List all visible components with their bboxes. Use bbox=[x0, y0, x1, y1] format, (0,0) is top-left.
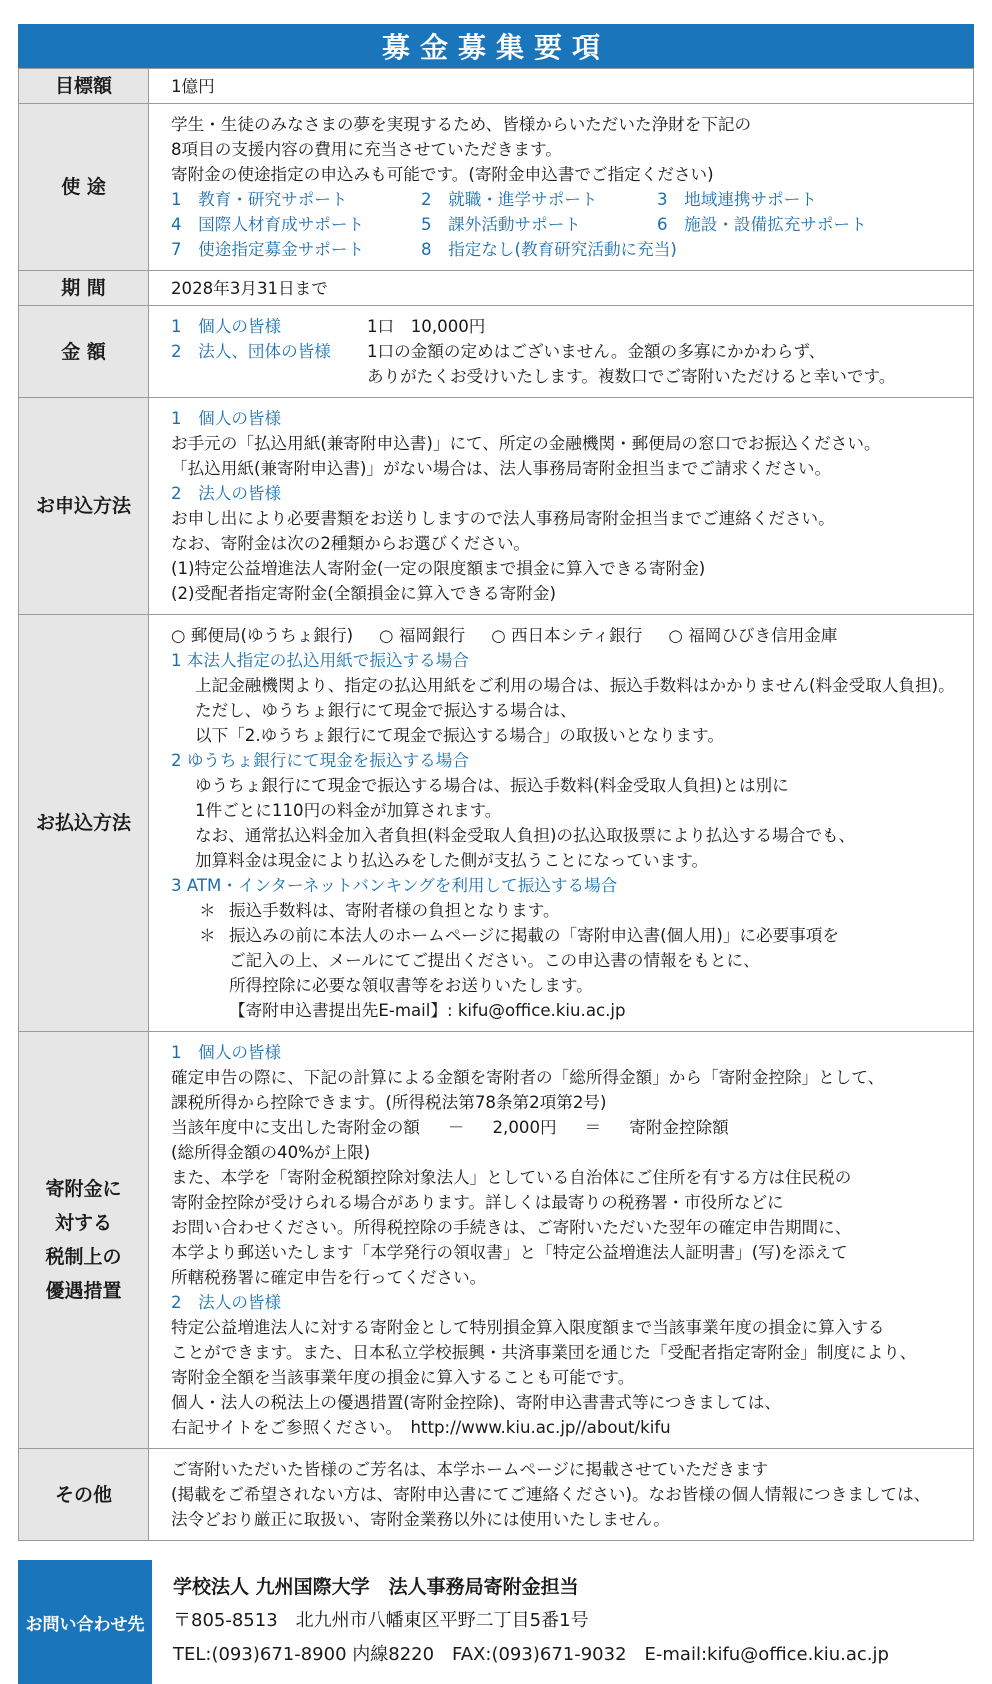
usage-item: 7 使途指定募金サポート bbox=[171, 240, 365, 259]
amount-corporate-line: ありがたくお受けいたします。複数口でご寄附いただけると幸いです。 bbox=[367, 367, 896, 386]
row-payment bbox=[19, 615, 974, 1032]
application-text: お手元の「払込用紙(兼寄附申込書)」にて、所定の金融機関・郵便局の窓口でお振込ください。 bbox=[171, 434, 881, 453]
row-period bbox=[19, 271, 974, 306]
guideline-table bbox=[18, 68, 974, 1541]
contact-organization: 学校法人 九州国際大学 法人事務局寄附金担当 bbox=[173, 1576, 579, 1598]
tax-reference-link[interactable]: 右記サイトをご参照ください。 http://www.kiu.ac.jp//about/kifu bbox=[171, 1418, 671, 1437]
payment-text: 加算料金は現金により払込みをした側が支払うことになっています。 bbox=[195, 851, 709, 870]
other-text: (掲載をご希望されない方は、寄附申込書にてご連絡ください)。なお皆様の個人情報につきましては、 bbox=[171, 1485, 931, 1504]
tax-heading: 2 法人の皆様 bbox=[171, 1293, 282, 1312]
label-tax: 寄附金に 対する 税制上の 優遇措置 bbox=[19, 1032, 149, 1449]
usage-item: 2 就職・進学サポート bbox=[421, 190, 598, 209]
usage-item: 8 指定なし(教育研究活動に充当) bbox=[421, 240, 677, 259]
tax-text: お問い合わせください。所得税控除の手続きは、ご寄附いただいた翌年の確定申告期間に、 bbox=[171, 1218, 852, 1237]
amount-individual-value: 1口 10,000円 bbox=[367, 317, 486, 336]
application-text: お申し出により必要書類をお送りしますので法人事務局寄附金担当までご連絡ください。 bbox=[171, 509, 835, 528]
payment-text: 以下「2.ゆうちょ銀行にて現金で振込する場合」の取扱いとなります。 bbox=[195, 726, 724, 745]
payment-text: 上記金融機関より、指定の払込用紙をご利用の場合は、振込手数料はかかりません(料金受取人負担)。 bbox=[195, 676, 955, 695]
payment-note-text: ご記入の上、メールにてご提出ください。この申込書の情報をもとに、 bbox=[229, 951, 760, 970]
tax-text: 本学より郵送いたします「本学発行の領収書」と「特定公益増進法人証明書」(写)を添えて bbox=[171, 1243, 848, 1262]
usage-item: 4 国際人材育成サポート bbox=[171, 215, 365, 234]
guideline-sheet bbox=[18, 24, 974, 1541]
row-usage bbox=[19, 104, 974, 271]
tax-text: 課税所得から控除できます。(所得税法第78条第2項第2号) bbox=[171, 1093, 607, 1112]
label-target: 目標額 bbox=[19, 69, 149, 104]
application-text: なお、寄附金は次の2種類からお選びください。 bbox=[171, 534, 531, 553]
payment-note-text: 振込みの前に本法人のホームページに掲載の「寄附申込書(個人用)」に必要事項を bbox=[229, 926, 839, 945]
payment-note bbox=[171, 898, 973, 923]
row-application bbox=[19, 398, 974, 615]
bank-item: ○ 福岡銀行 bbox=[379, 626, 466, 645]
submission-email[interactable]: 【寄附申込書提出先E-mail】: kifu@office.kiu.ac.jp bbox=[229, 1001, 626, 1020]
amount-corporate-label: 2 法人、団体の皆様 bbox=[171, 342, 331, 361]
label-other: その他 bbox=[19, 1449, 149, 1541]
other-text: 法令どおり厳正に取扱い、寄附金業務以外には使用いたしません。 bbox=[171, 1510, 670, 1529]
tax-text: 確定申告の際に、下記の計算による金額を寄附者の「総所得金額」から「寄附金控除」として、 bbox=[171, 1068, 885, 1087]
payment-text: なお、通常払込料金加入者負担(料金受取人負担)の払込取扱票により払込する場合でも、 bbox=[195, 826, 856, 845]
label-payment: お払込方法 bbox=[19, 615, 149, 1032]
application-heading: 1 個人の皆様 bbox=[171, 409, 282, 428]
contact-footer bbox=[18, 1560, 974, 1684]
payment-note bbox=[171, 923, 973, 1023]
payment-text: ただし、ゆうちょ銀行にて現金で振込する場合は、 bbox=[195, 701, 577, 720]
value-target: 1億円 bbox=[149, 69, 974, 104]
label-application: お申込方法 bbox=[19, 398, 149, 615]
payment-heading: 1 本法人指定の払込用紙で振込する場合 bbox=[171, 651, 469, 670]
tax-text: 特定公益増進法人に対する寄附金として特別損金算入限度額まで当該事業年度の損金に算入する bbox=[171, 1318, 885, 1337]
tax-heading: 1 個人の皆様 bbox=[171, 1043, 282, 1062]
tax-text: ことができます。また、日本私立学校振興・共済事業団を通じた「受配者指定寄附金」制度により、 bbox=[171, 1343, 917, 1362]
asterisk-icon: ＊ bbox=[199, 901, 216, 920]
amount-individual-label: 1 個人の皆様 bbox=[171, 317, 282, 336]
usage-item: 5 課外活動サポート bbox=[421, 215, 581, 234]
usage-intro-line: 寄附金の使途指定の申込みも可能です。(寄附金申込書でご指定ください) bbox=[171, 165, 714, 184]
bank-list bbox=[171, 623, 973, 648]
asterisk-icon: ＊ bbox=[199, 926, 216, 945]
usage-item: 3 地域連携サポート bbox=[657, 190, 817, 209]
row-tax bbox=[19, 1032, 974, 1449]
usage-item: 6 施設・設備拡充サポート bbox=[657, 215, 867, 234]
other-text: ご寄附いただいた皆様のご芳名は、本学ホームページに掲載させていただきます bbox=[171, 1460, 769, 1479]
amount-corporate-line: 1口の金額の定めはございません。金額の多寡にかかわらず、 bbox=[367, 342, 826, 361]
payment-heading: 3 ATM・インターネットバンキングを利用して振込する場合 bbox=[171, 876, 618, 895]
tax-text: (総所得金額の40%が上限) bbox=[171, 1143, 371, 1162]
contact-address: 〒805-8513 北九州市八幡東区平野二丁目5番1号 bbox=[173, 1610, 589, 1631]
usage-items bbox=[171, 187, 973, 262]
tax-text: 寄附金全額を当該事業年度の損金に算入することも可能です。 bbox=[171, 1368, 635, 1387]
usage-intro-line: 学生・生徒のみなさまの夢を実現するため、皆様からいただいた浄財を下記の bbox=[171, 115, 752, 134]
label-period: 期 間 bbox=[19, 271, 149, 306]
payment-note-text: 所得控除に必要な領収書等をお送りいたします。 bbox=[229, 976, 593, 995]
tax-text: 所轄税務署に確定申告を行ってください。 bbox=[171, 1268, 487, 1287]
row-amount bbox=[19, 306, 974, 398]
bank-item: ○ 福岡ひびき信用金庫 bbox=[668, 626, 838, 645]
label-amount: 金 額 bbox=[19, 306, 149, 398]
payment-text: ゆうちょ銀行にて現金で振込する場合は、振込手数料(料金受取人負担)とは別に bbox=[195, 776, 789, 795]
payment-text: 1件ごとに110円の料金が加算されます。 bbox=[195, 801, 502, 820]
payment-note-text: 振込手数料は、寄附者様の負担となります。 bbox=[229, 901, 560, 920]
application-text: (2)受配者指定寄附金(全額損金に算入できる寄附金) bbox=[171, 584, 556, 603]
value-period: 2028年3月31日まで bbox=[149, 271, 974, 306]
tax-text: 寄附金控除が受けられる場合があります。詳しくは最寄りの税務署・市役所などに bbox=[171, 1193, 784, 1212]
application-heading: 2 法人の皆様 bbox=[171, 484, 282, 503]
label-usage: 使 途 bbox=[19, 104, 149, 271]
usage-intro-line: 8項目の支援内容の費用に充当させていただきます。 bbox=[171, 140, 562, 159]
row-other bbox=[19, 1449, 974, 1541]
application-text: (1)特定公益増進法人寄附金(一定の限度額まで損金に算入できる寄附金) bbox=[171, 559, 706, 578]
bank-item: ○ 西日本シティ銀行 bbox=[491, 626, 643, 645]
payment-heading: 2 ゆうちょ銀行にて現金を振込する場合 bbox=[171, 751, 469, 770]
application-text: 「払込用紙(兼寄附申込書)」がない場合は、法人事務局寄附金担当までご請求ください。 bbox=[171, 459, 832, 478]
bank-item: ○ 郵便局(ゆうちょ銀行) bbox=[171, 626, 354, 645]
tax-text: また、本学を「寄附金税額控除対象法人」としている自治体にご住所を有する方は住民税の bbox=[171, 1168, 852, 1187]
page-title: 募金募集要項 bbox=[18, 24, 974, 68]
usage-item: 1 教育・研究サポート bbox=[171, 190, 348, 209]
row-target bbox=[19, 69, 974, 104]
contact-label: お問い合わせ先 bbox=[18, 1560, 152, 1684]
contact-phone[interactable]: TEL:(093)671-8900 内線8220 FAX:(093)671-9032 E-mail:kifu@office.kiu.ac.jp bbox=[173, 1644, 889, 1665]
tax-text: 個人・法人の税法上の優遇措置(寄附金控除)、寄附申込書書式等につきましては、 bbox=[171, 1393, 781, 1412]
tax-calculation: 当該年度中に支出した寄附金の額 － 2,000円 ＝ 寄附金控除額 bbox=[171, 1118, 729, 1137]
